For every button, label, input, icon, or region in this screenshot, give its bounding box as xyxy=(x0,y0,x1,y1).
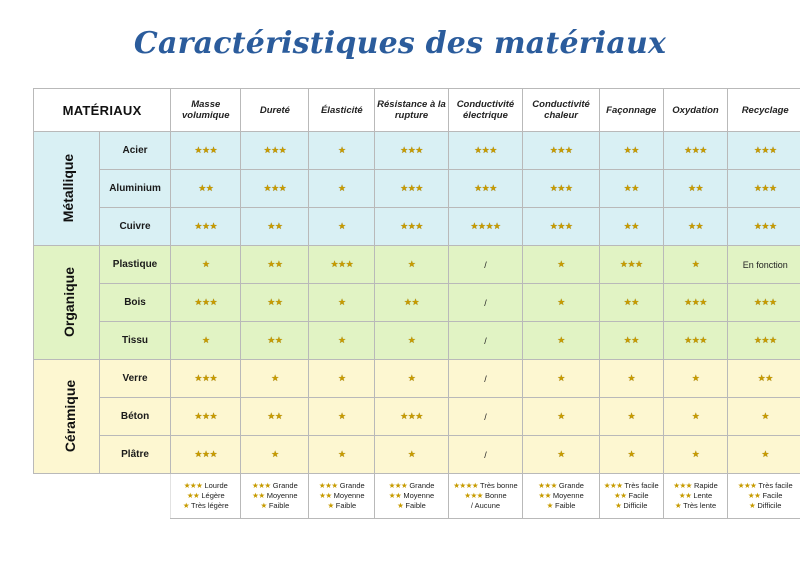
star-rating: ★★★ xyxy=(263,183,287,193)
legend-stars: ★★ xyxy=(613,491,627,500)
legend-entry xyxy=(523,491,599,501)
rating-cell xyxy=(241,132,309,170)
group-label xyxy=(34,246,100,360)
rating-cell xyxy=(523,132,600,170)
legend-label: Légère xyxy=(201,491,225,500)
legend-stars: ★★★ xyxy=(673,481,692,490)
star-rating: ★★★ xyxy=(684,145,707,155)
rating-cell xyxy=(523,360,600,398)
star-rating: ★ xyxy=(338,449,346,459)
legend-stars: ★★ xyxy=(388,491,402,500)
rating-cell xyxy=(728,360,800,398)
legend-stars: ★★★ xyxy=(603,481,623,490)
rating-cell xyxy=(448,208,523,246)
material-name: Acier xyxy=(99,132,170,170)
legend-cell xyxy=(663,474,728,519)
rating-cell xyxy=(448,322,523,360)
legend-cell xyxy=(171,474,241,519)
rating-cell xyxy=(448,132,523,170)
rating-cell xyxy=(728,398,800,436)
rating-cell xyxy=(241,322,309,360)
legend-stars: ★★★★ xyxy=(453,481,479,490)
star-rating: ★ xyxy=(557,449,565,459)
rating-cell xyxy=(171,246,241,284)
legend-label: / Aucune xyxy=(470,501,501,510)
material-name: Cuivre xyxy=(99,208,170,246)
material-name: Bois xyxy=(99,284,170,322)
rating-cell xyxy=(448,246,523,284)
rating-cell xyxy=(309,132,375,170)
legend-label: Très lente xyxy=(683,501,717,510)
legend-stars: ★ xyxy=(397,501,404,510)
legend-label: Facile xyxy=(762,491,783,500)
rating-cell xyxy=(448,436,523,474)
star-rating: ★ xyxy=(691,449,700,459)
star-rating: ★ xyxy=(201,259,210,269)
legend-entry xyxy=(171,491,240,501)
rating-cell xyxy=(728,436,800,474)
legend-stars: ★ xyxy=(182,501,190,510)
star-rating: ★ xyxy=(761,449,769,459)
cell-text: / xyxy=(484,335,487,346)
star-rating: ★ xyxy=(761,411,769,421)
legend-entry xyxy=(600,481,663,491)
legend-label: Moyenne xyxy=(333,491,365,500)
legend-row xyxy=(34,474,800,519)
star-rating: ★★ xyxy=(687,221,704,231)
legend-cell xyxy=(375,474,448,519)
star-rating: ★ xyxy=(691,373,700,383)
star-rating: ★★★ xyxy=(400,411,423,421)
legend-stars: ★★ xyxy=(319,491,332,500)
star-rating: ★ xyxy=(338,411,346,421)
legend-spacer xyxy=(34,474,171,519)
legend-label: Très facile xyxy=(624,481,659,490)
rating-cell xyxy=(523,322,600,360)
star-rating: ★★★ xyxy=(549,183,573,193)
legend-cell xyxy=(241,474,309,519)
rating-cell xyxy=(375,208,448,246)
rating-cell xyxy=(375,398,448,436)
star-rating: ★ xyxy=(557,297,565,307)
table-row xyxy=(34,360,800,398)
legend-label: Moyenne xyxy=(552,491,584,500)
rating-cell xyxy=(599,436,663,474)
rating-cell xyxy=(241,284,309,322)
star-rating: ★★★ xyxy=(194,373,218,383)
legend-label: Grande xyxy=(272,481,298,490)
star-rating: ★ xyxy=(338,297,346,307)
group-label xyxy=(34,360,100,474)
legend-stars: ★★★ xyxy=(538,481,557,490)
col-header: Recyclage xyxy=(728,89,800,132)
legend-label: Difficile xyxy=(623,501,648,510)
legend-entry xyxy=(449,501,523,511)
legend-label: Grande xyxy=(558,481,584,490)
rating-cell xyxy=(663,284,728,322)
star-rating: ★★ xyxy=(267,221,283,231)
rating-cell xyxy=(241,246,309,284)
legend-cell xyxy=(599,474,663,519)
legend-entry xyxy=(375,481,447,491)
star-rating: ★ xyxy=(407,335,416,345)
rating-cell xyxy=(663,208,728,246)
star-rating: ★★★ xyxy=(194,145,218,155)
star-rating: ★★★ xyxy=(753,221,777,231)
legend-label: Très bonne xyxy=(480,481,518,490)
legend-entry xyxy=(309,501,374,511)
star-rating: ★ xyxy=(338,145,346,155)
star-rating: ★★★ xyxy=(549,221,573,231)
star-rating: ★★ xyxy=(623,183,639,193)
group-name: Céramique xyxy=(62,379,79,452)
rating-cell xyxy=(599,398,663,436)
legend-stars: ★★ xyxy=(678,491,692,500)
legend-entry xyxy=(600,501,663,511)
table-row xyxy=(34,322,800,360)
rating-cell xyxy=(375,170,448,208)
rating-cell xyxy=(309,436,375,474)
star-rating: ★ xyxy=(557,373,565,383)
rating-cell xyxy=(171,284,241,322)
rating-cell xyxy=(241,170,309,208)
material-name: Aluminium xyxy=(99,170,170,208)
star-rating: ★ xyxy=(557,335,565,345)
rating-cell xyxy=(309,322,375,360)
legend-entry xyxy=(241,491,308,501)
rating-cell xyxy=(728,322,800,360)
legend-entry xyxy=(664,481,728,491)
rating-cell xyxy=(523,208,600,246)
rating-cell xyxy=(448,360,523,398)
star-rating: ★★★ xyxy=(400,221,423,231)
legend-entry xyxy=(241,481,308,491)
legend-stars: ★★★ xyxy=(737,481,757,490)
star-rating: ★ xyxy=(201,335,210,345)
rating-cell xyxy=(171,360,241,398)
legend-stars: ★★★ xyxy=(183,481,203,490)
rating-cell xyxy=(599,322,663,360)
star-rating: ★★ xyxy=(623,221,639,231)
rating-cell xyxy=(663,132,728,170)
cell-text: / xyxy=(484,373,487,384)
rating-cell xyxy=(171,132,241,170)
rating-cell xyxy=(241,208,309,246)
rating-cell xyxy=(523,398,600,436)
rating-cell xyxy=(599,170,663,208)
legend-stars: ★★★ xyxy=(464,491,483,500)
rating-cell xyxy=(309,170,375,208)
star-rating: ★★★ xyxy=(330,259,354,269)
star-rating: ★ xyxy=(271,449,279,459)
legend-stars: ★ xyxy=(749,501,756,510)
cell-text: / xyxy=(484,259,487,270)
legend-cell xyxy=(523,474,600,519)
rating-cell xyxy=(728,170,800,208)
rating-cell xyxy=(309,284,375,322)
legend-entry xyxy=(728,501,800,511)
material-name: Béton xyxy=(99,398,170,436)
col-header: Masse volumique xyxy=(171,89,241,132)
star-rating: ★ xyxy=(407,449,416,459)
legend-stars: ★ xyxy=(674,501,682,510)
rating-cell xyxy=(309,246,375,284)
legend-label: Bonne xyxy=(485,491,507,500)
table-row xyxy=(34,208,800,246)
legend-stars: ★★★ xyxy=(318,481,338,490)
rating-cell xyxy=(663,322,728,360)
star-rating: ★★★ xyxy=(194,297,218,307)
star-rating: ★ xyxy=(407,373,416,383)
legend-entry xyxy=(664,491,728,501)
rating-cell xyxy=(241,398,309,436)
star-rating: ★ xyxy=(557,411,565,421)
star-rating: ★★ xyxy=(267,259,283,269)
legend-entry xyxy=(523,481,599,491)
star-rating: ★★★ xyxy=(194,411,218,421)
star-rating: ★★★ xyxy=(474,183,497,193)
legend-entry xyxy=(449,481,523,491)
rating-cell xyxy=(309,398,375,436)
rating-cell xyxy=(599,132,663,170)
page-title: Caractéristiques des matériaux xyxy=(133,26,667,61)
legend-label: Lente xyxy=(693,491,713,500)
legend-cell xyxy=(309,474,375,519)
rating-cell xyxy=(171,170,241,208)
legend-entry xyxy=(375,491,447,501)
star-rating: ★★ xyxy=(623,145,639,155)
col-header: Oxydation xyxy=(663,89,728,132)
table-row xyxy=(34,170,800,208)
table-row xyxy=(34,284,800,322)
legend-label: Difficile xyxy=(757,501,782,510)
rating-cell xyxy=(241,360,309,398)
cell-text: / xyxy=(484,449,487,460)
col-header: Élasticité xyxy=(309,89,375,132)
rating-cell xyxy=(448,398,523,436)
rating-cell xyxy=(375,132,448,170)
table-row xyxy=(34,436,800,474)
rating-cell xyxy=(728,208,800,246)
legend-cell xyxy=(448,474,523,519)
materials-table xyxy=(33,88,800,519)
star-rating: ★★★ xyxy=(753,335,777,345)
star-rating: ★★★ xyxy=(753,183,777,193)
star-rating: ★★★ xyxy=(400,145,423,155)
legend-label: Rapide xyxy=(694,481,718,490)
rating-cell xyxy=(241,436,309,474)
col-header: Résistance à la rupture xyxy=(375,89,448,132)
legend-label: Lourde xyxy=(204,481,228,490)
legend-cell xyxy=(728,474,800,519)
table-row xyxy=(34,246,800,284)
legend-stars: ★ xyxy=(327,501,334,510)
star-rating: ★★★ xyxy=(400,183,423,193)
rating-cell xyxy=(309,360,375,398)
legend-label: Facile xyxy=(628,491,649,500)
star-rating: ★★★ xyxy=(263,145,287,155)
col-header: Dureté xyxy=(241,89,309,132)
star-rating: ★★★ xyxy=(549,145,573,155)
legend-label: Très facile xyxy=(758,481,793,490)
star-rating: ★★ xyxy=(267,411,283,421)
rating-cell xyxy=(663,436,728,474)
cell-text: / xyxy=(484,297,487,308)
legend-stars: ★★ xyxy=(252,491,265,500)
star-rating: ★ xyxy=(557,259,565,269)
rating-cell xyxy=(448,170,523,208)
table-row xyxy=(34,398,800,436)
legend-stars: ★ xyxy=(615,501,622,510)
legend-entry xyxy=(375,501,447,511)
star-rating: ★★★ xyxy=(684,297,707,307)
legend-stars: ★★ xyxy=(538,491,551,500)
star-rating: ★ xyxy=(338,335,346,345)
legend-label: Faible xyxy=(555,501,576,510)
col-header: Conductivité chaleur xyxy=(523,89,600,132)
rating-cell xyxy=(523,246,600,284)
col-header: Conductivité électrique xyxy=(448,89,523,132)
rating-cell xyxy=(375,322,448,360)
rating-cell xyxy=(171,322,241,360)
legend-entry xyxy=(309,481,374,491)
legend-label: Très légère xyxy=(191,501,229,510)
rating-cell xyxy=(309,208,375,246)
rating-cell xyxy=(599,246,663,284)
star-rating: ★ xyxy=(627,373,636,383)
material-name: Plâtre xyxy=(99,436,170,474)
star-rating: ★★★ xyxy=(194,221,218,231)
rating-cell xyxy=(728,284,800,322)
group-name: Organique xyxy=(61,266,78,337)
legend-entry xyxy=(449,491,523,501)
col-header: Façonnage xyxy=(599,89,663,132)
star-rating: ★ xyxy=(407,259,416,269)
legend-entry xyxy=(523,501,599,511)
star-rating: ★ xyxy=(338,221,346,231)
rating-cell xyxy=(171,398,241,436)
rating-cell xyxy=(663,398,728,436)
rating-cell xyxy=(171,436,241,474)
rating-cell xyxy=(728,246,800,284)
star-rating: ★★ xyxy=(623,335,639,345)
rating-cell xyxy=(663,170,728,208)
star-rating: ★ xyxy=(271,373,279,383)
legend-label: Moyenne xyxy=(403,491,435,500)
legend-stars: ★★ xyxy=(186,491,200,500)
legend-stars: ★★ xyxy=(747,491,761,500)
star-rating: ★★★★ xyxy=(470,221,501,231)
star-rating: ★★ xyxy=(267,335,283,345)
star-rating: ★★★ xyxy=(474,145,497,155)
legend-entry xyxy=(664,501,728,511)
rating-cell xyxy=(599,284,663,322)
legend-label: Grande xyxy=(339,481,365,490)
legend-stars: ★★★ xyxy=(251,481,271,490)
star-rating: ★★ xyxy=(623,297,639,307)
star-rating: ★★★ xyxy=(684,335,707,345)
star-rating: ★★ xyxy=(687,183,704,193)
material-name: Plastique xyxy=(99,246,170,284)
legend-stars: ★ xyxy=(546,501,553,510)
rating-cell xyxy=(375,436,448,474)
star-rating: ★ xyxy=(338,373,346,383)
legend-stars: ★ xyxy=(260,501,267,510)
rating-cell xyxy=(728,132,800,170)
corner-header: MATÉRIAUX xyxy=(34,89,171,132)
legend-entry xyxy=(171,501,240,511)
legend-entry xyxy=(600,491,663,501)
rating-cell xyxy=(663,246,728,284)
legend-entry xyxy=(309,491,374,501)
rating-cell xyxy=(599,360,663,398)
rating-cell xyxy=(375,360,448,398)
legend-label: Moyenne xyxy=(266,491,298,500)
star-rating: ★★ xyxy=(757,373,773,383)
star-rating: ★ xyxy=(338,183,346,193)
cell-text: / xyxy=(484,411,487,422)
star-rating: ★ xyxy=(627,411,636,421)
rating-cell xyxy=(523,284,600,322)
rating-cell xyxy=(448,284,523,322)
star-rating: ★★ xyxy=(198,183,214,193)
legend-label: Faible xyxy=(335,501,357,510)
legend-label: Faible xyxy=(405,501,426,510)
table-row xyxy=(34,132,800,170)
star-rating: ★ xyxy=(691,411,700,421)
group-label xyxy=(34,132,100,246)
rating-cell xyxy=(599,208,663,246)
rating-cell xyxy=(375,246,448,284)
star-rating: ★★ xyxy=(403,297,420,307)
rating-cell xyxy=(375,284,448,322)
material-name: Tissu xyxy=(99,322,170,360)
star-rating: ★★★ xyxy=(194,449,218,459)
header-row xyxy=(34,89,800,132)
material-name: Verre xyxy=(99,360,170,398)
star-rating: ★★ xyxy=(267,297,283,307)
legend-stars: ★★★ xyxy=(388,481,408,490)
cell-text: En fonction xyxy=(742,259,788,270)
legend-entry xyxy=(728,481,800,491)
star-rating: ★★★ xyxy=(753,145,777,155)
group-name: Métallique xyxy=(60,153,77,222)
rating-cell xyxy=(523,436,600,474)
rating-cell xyxy=(523,170,600,208)
legend-entry xyxy=(171,481,240,491)
star-rating: ★ xyxy=(691,259,700,269)
star-rating: ★ xyxy=(627,449,636,459)
rating-cell xyxy=(171,208,241,246)
legend-entry xyxy=(728,491,800,501)
legend-entry xyxy=(241,501,308,511)
star-rating: ★★★ xyxy=(619,259,643,269)
rating-cell xyxy=(663,360,728,398)
star-rating: ★★★ xyxy=(753,297,777,307)
legend-label: Grande xyxy=(409,481,435,490)
legend-label: Faible xyxy=(268,501,290,510)
